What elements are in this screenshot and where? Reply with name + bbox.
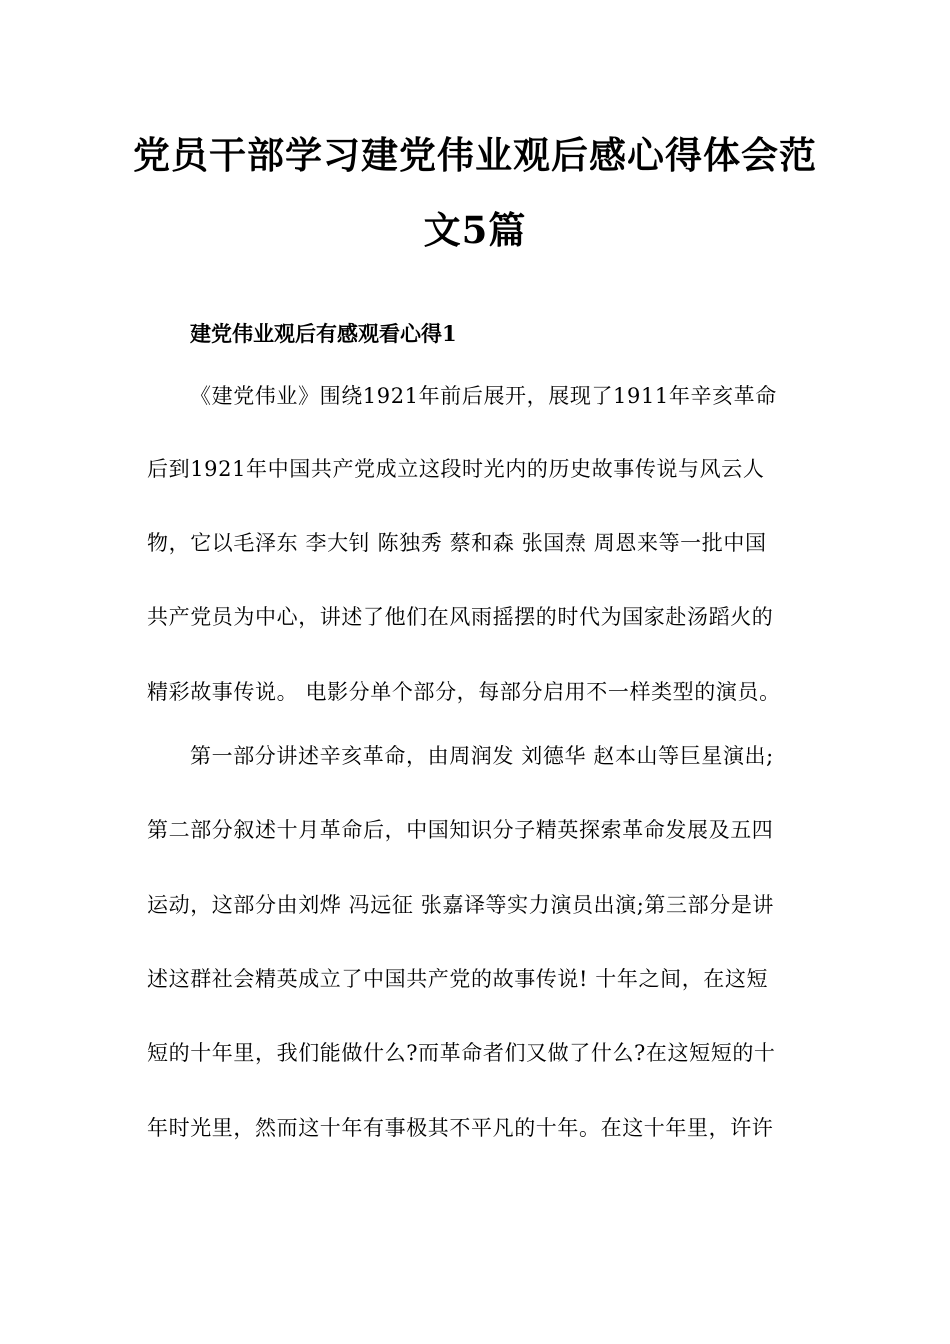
paragraph-line: 述这群社会精英成立了中国共产党的故事传说! 十年之间，在这短 [147,967,769,991]
paragraph-line: 运动，这部分由刘烨 冯远征 张嘉译等实力演员出演;第三部分是讲 [147,893,775,917]
section-heading: 建党伟业观后有感观看心得1 [190,321,457,346]
paragraph-line: 物，它以毛泽东 李大钊 陈独秀 蔡和森 张国焘 周恩来等一批中国 [147,531,767,555]
paragraph-line: 年时光里，然而这十年有事极其不平凡的十年。在这十年里，许许 [147,1116,774,1140]
paragraph-line: 共产党员为中心，讲述了他们在风雨摇摆的时代为国家赴汤蹈火的 [147,605,774,629]
paragraph-line: 精彩故事传说。 电影分单个部分，每部分启用不一样类型的演员。 [147,680,781,704]
paragraph-line: 短的十年里，我们能做什么?而革命者们又做了什么?在这短短的十 [147,1041,776,1065]
document-title-line-2: 文5篇 [423,208,527,252]
paragraph-line: 《建党伟业》围绕1921年前后展开，展现了1911年辛亥革命 [190,384,777,408]
document-title-line-1: 党员干部学习建党伟业观后感心得体会范 [133,133,817,177]
paragraph-line: 第一部分讲述辛亥革命，由周润发 刘德华 赵本山等巨星演出; [190,744,774,768]
paragraph-line: 第二部分叙述十月革命后，中国知识分子精英探索革命发展及五四 [147,818,774,842]
paragraph-line: 后到1921年中国共产党成立这段时光内的历史故事传说与风云人 [147,457,765,481]
